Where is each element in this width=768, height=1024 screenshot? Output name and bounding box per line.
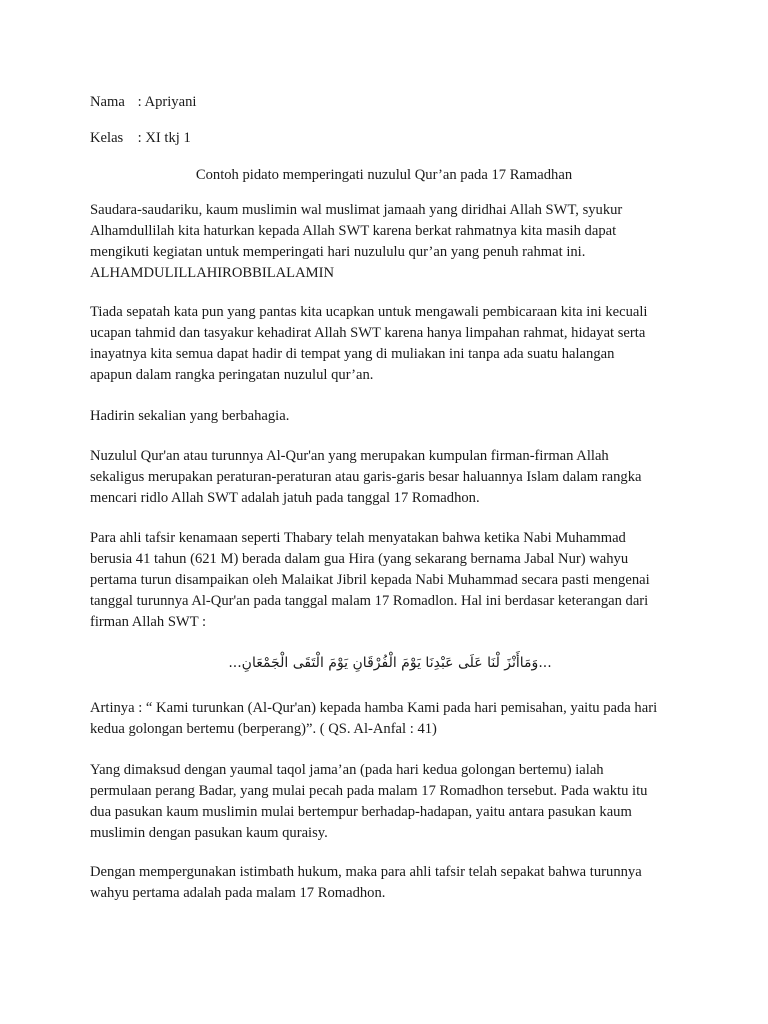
paragraph-translation — [90, 698, 690, 740]
paragraph-line: tanggal turunnya Al-Qur'an pada tanggal malam 17 Romadlon. Hal ini berdasar keterangan dari — [90, 593, 649, 609]
paragraph-line: ucapan tahmid dan tasyakur kehadirat Allah SWT karena hanya limpahan rahmat, hidayat serta — [90, 325, 646, 341]
paragraph-line: berusia 41 tahun (621 M) berada dalam gua Hira (yang sekarang bernama Jabal Nur) wahyu — [90, 551, 629, 567]
paragraph-conclusion — [90, 862, 690, 904]
paragraph-line: muslimin dengan pasukan kaum quraisy. — [90, 825, 328, 841]
paragraph-line: apapun dalam rangka peringatan nuzulul qur’an. — [90, 367, 374, 383]
paragraph-line: ALHAMDULILLAHIROBBILALAMIN — [90, 265, 335, 281]
paragraph-line: kedua golongan bertemu (berperang)”. ( QS. Al-Anfal : 41) — [90, 721, 437, 737]
paragraph-line: Saudara-saudariku, kaum muslimin wal muslimat jamaah yang diridhai Allah SWT, syukur — [90, 202, 623, 218]
paragraph-line: mencari ridlo Allah SWT adalah jatuh pada tanggal 17 Romadhon. — [90, 490, 480, 506]
paragraph-line: Tiada sepatah kata pun yang pantas kita ucapkan untuk mengawali pembicaraan kita ini kecuali — [90, 304, 648, 320]
student-class-line — [90, 128, 690, 149]
paragraph-line: Artinya : “ Kami turunkan (Al-Qur'an) kepada hamba Kami pada hari pemisahan, yaitu pada hari — [90, 700, 658, 716]
class-label: Kelas — [90, 130, 124, 146]
paragraph-greeting — [90, 406, 690, 427]
paragraph-line: Alhamdullilah kita haturkan kepada Allah SWT karena berkat rahmatnya kita masih dapat — [90, 223, 617, 239]
paragraph-line: dua pasukan kaum muslimin mulai bertempur berhadap-hadapan, yaitu antara pasukan kaum — [90, 804, 632, 820]
arabic-verse: ...وَمَاأَنْزَ لْنَا عَلَى عَبْدِنَا يَوْمَ الْفُرْقَانِ يَوْمَ الْتَقَى الْجَمْعَانِ... — [228, 655, 552, 671]
paragraph-nuzulul-quran — [90, 446, 690, 509]
paragraph-line: firman Allah SWT : — [90, 614, 207, 630]
paragraph-line: Yang dimaksud dengan yaumal taqol jama’an (pada hari kedua golongan bertemu) ialah — [90, 762, 604, 778]
paragraph-line: inayatnya kita semua dapat hadir di tempat yang di muliakan ini tanpa ada suatu halangan — [90, 346, 615, 362]
paragraph-tafsir — [90, 528, 690, 633]
paragraph-line: Hadirin sekalian yang berbahagia. — [90, 408, 290, 424]
paragraph-badr — [90, 760, 690, 844]
paragraph-line: Dengan mempergunakan istimbath hukum, maka para ahli tafsir telah sepakat bahwa turunnya — [90, 864, 642, 880]
class-value: : XI tkj 1 — [137, 130, 191, 146]
paragraph-opening — [90, 200, 690, 284]
paragraph-line: permulaan perang Badar, yang mulai pecah pada malam 17 Romadhon tersebut. Pada waktu itu — [90, 783, 648, 799]
paragraph-line: mengikuti kegiatan untuk memperingati hari nuzululu qur’an yang penuh rahmat ini. — [90, 244, 586, 260]
paragraph-line: sekaligus merupakan peraturan-peraturan atau garis-garis besar haluannya Islam dalam rangka — [90, 469, 642, 485]
name-value: : Apriyani — [137, 94, 197, 110]
document-title: Contoh pidato memperingati nuzulul Qur’an pada 17 Ramadhan — [195, 167, 573, 183]
paragraph-gratitude — [90, 302, 690, 386]
student-name-line — [90, 92, 690, 113]
paragraph-line: Nuzulul Qur'an atau turunnya Al-Qur'an yang merupakan kumpulan firman-firman Allah — [90, 448, 609, 464]
paragraph-line: wahyu pertama adalah pada malam 17 Romadhon. — [90, 885, 386, 901]
name-label: Nama — [90, 94, 125, 110]
paragraph-line: Para ahli tafsir kenamaan seperti Thabary telah menyatakan bahwa ketika Nabi Muhammad — [90, 530, 626, 546]
paragraph-line: pertama turun disampaikan oleh Malaikat Jibril kepada Nabi Muhammad secara pasti mengenai — [90, 572, 650, 588]
